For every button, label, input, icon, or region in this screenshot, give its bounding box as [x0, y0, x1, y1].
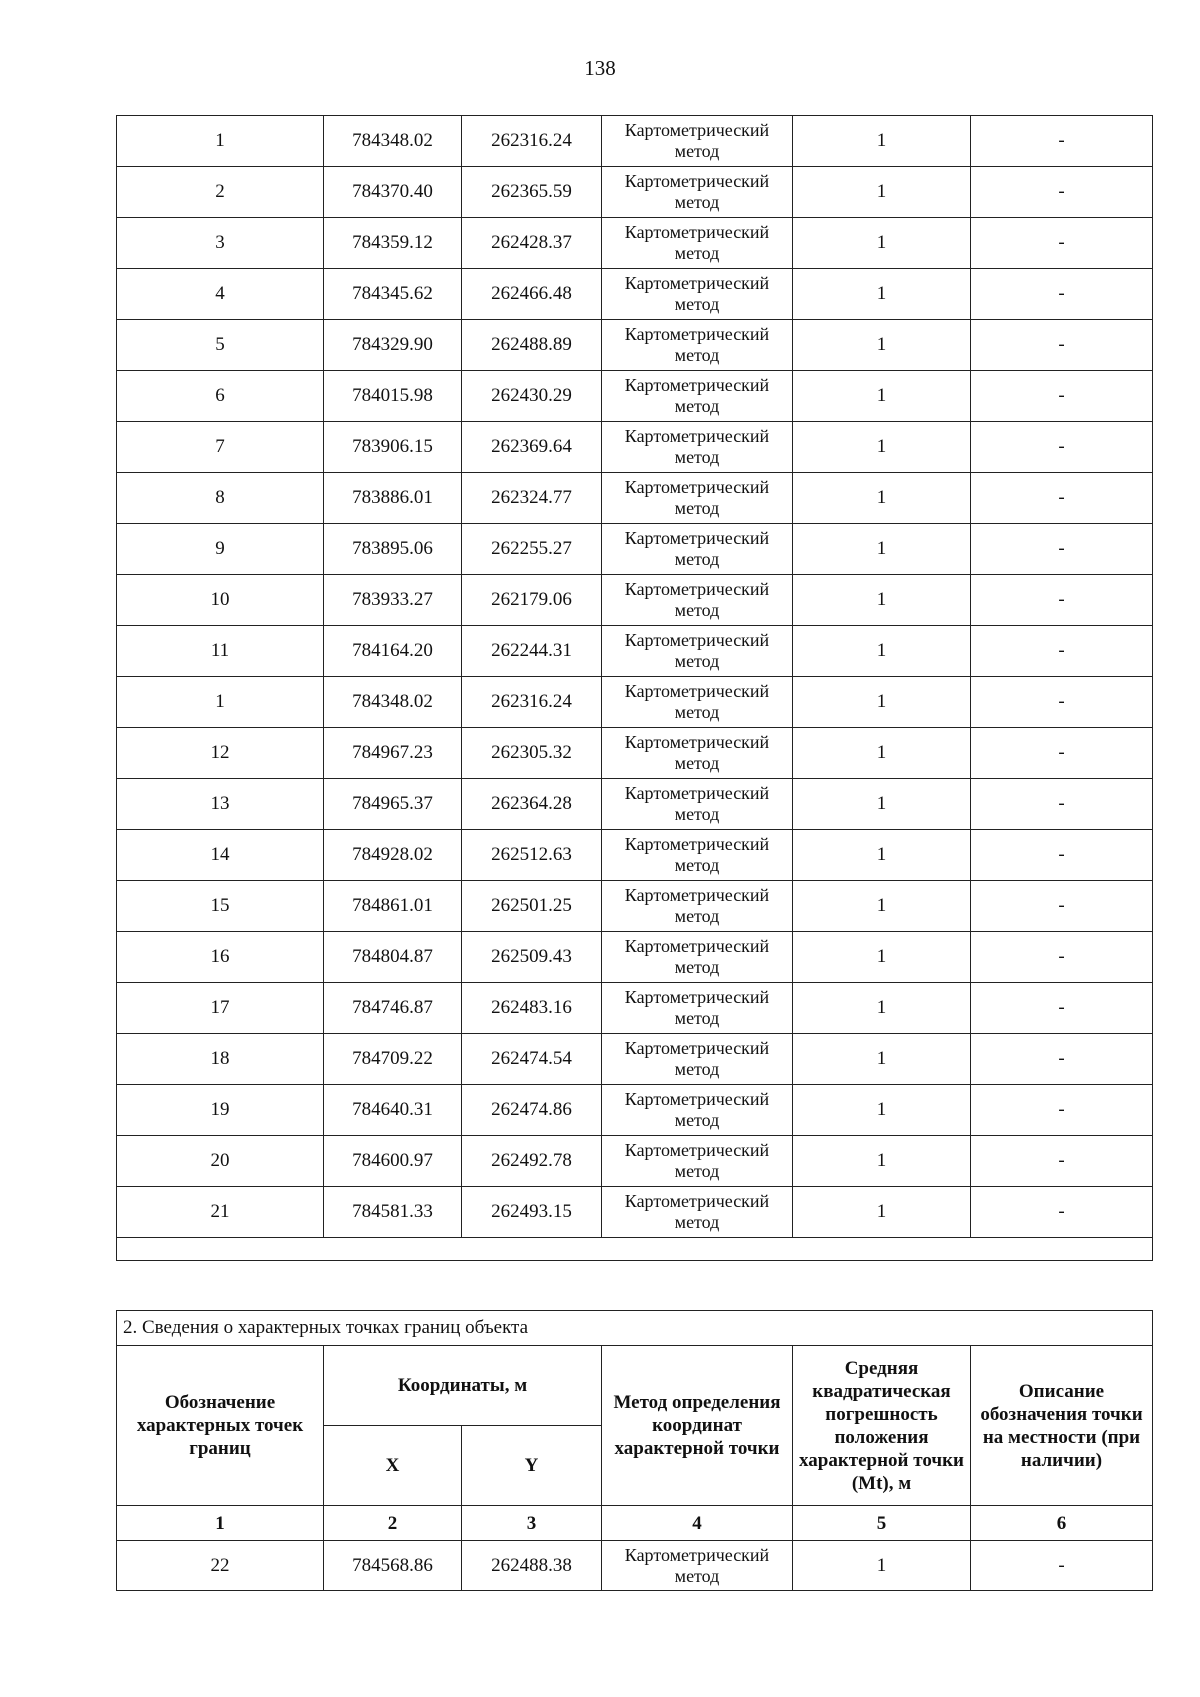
- error-cell: 1: [793, 218, 971, 269]
- y-coordinate-cell: 262316.24: [462, 116, 602, 167]
- table-row: [117, 473, 1153, 524]
- y-coordinate-cell: 262493.15: [462, 1187, 602, 1238]
- y-coordinate-cell: 262369.64: [462, 422, 602, 473]
- method-cell: Картометрический метод: [602, 677, 793, 728]
- table-row: [117, 830, 1153, 881]
- description-cell: -: [971, 932, 1153, 983]
- x-coordinate-cell: 784928.02: [324, 830, 462, 881]
- x-coordinate-cell: 784329.90: [324, 320, 462, 371]
- point-number-cell: 16: [117, 932, 324, 983]
- table-row: [117, 167, 1153, 218]
- y-coordinate-cell: 262492.78: [462, 1136, 602, 1187]
- point-number-cell: 17: [117, 983, 324, 1034]
- description-cell: -: [971, 371, 1153, 422]
- x-coordinate-cell: 784804.87: [324, 932, 462, 983]
- x-coordinate-cell: 784370.40: [324, 167, 462, 218]
- header-description: Описание обозначения точки на местности (при наличии): [971, 1346, 1153, 1506]
- method-cell: Картометрический метод: [602, 167, 793, 218]
- y-coordinate-cell: 262316.24: [462, 677, 602, 728]
- table-row: [117, 728, 1153, 779]
- y-coordinate-cell: 262488.89: [462, 320, 602, 371]
- description-cell: -: [971, 167, 1153, 218]
- x-coordinate-cell: 784345.62: [324, 269, 462, 320]
- column-number: 4: [602, 1506, 793, 1541]
- point-number-cell: 21: [117, 1187, 324, 1238]
- header-designation: Обозначение характерных точек границ: [117, 1346, 324, 1506]
- error-cell: 1: [793, 728, 971, 779]
- y-coordinate-cell: 262509.43: [462, 932, 602, 983]
- header-coordinates: Координаты, м: [324, 1346, 602, 1426]
- y-coordinate-cell: 262501.25: [462, 881, 602, 932]
- method-cell: Картометрический метод: [602, 983, 793, 1034]
- column-number: 6: [971, 1506, 1153, 1541]
- description-cell: -: [971, 320, 1153, 371]
- description-cell: -: [971, 983, 1153, 1034]
- x-coordinate-cell: 784965.37: [324, 779, 462, 830]
- method-cell: Картометрический метод: [602, 371, 793, 422]
- table-row: [117, 1136, 1153, 1187]
- error-cell: 1: [793, 575, 971, 626]
- table1-body: [117, 116, 1153, 1261]
- description-cell: -: [971, 422, 1153, 473]
- x-coordinate-cell: 784348.02: [324, 116, 462, 167]
- x-coordinate-cell: 784861.01: [324, 881, 462, 932]
- error-cell: 1: [793, 626, 971, 677]
- table-row: [117, 422, 1153, 473]
- header-error: Средняя квадратическая погрешность положения характерной точки (Mt), м: [793, 1346, 971, 1506]
- point-number-cell: 8: [117, 473, 324, 524]
- table-row: [117, 218, 1153, 269]
- method-cell: Картометрический метод: [602, 881, 793, 932]
- point-number-cell: 9: [117, 524, 324, 575]
- error-cell: 1: [793, 371, 971, 422]
- error-cell: 1: [793, 1136, 971, 1187]
- y-coordinate-cell: 262483.16: [462, 983, 602, 1034]
- y-coordinate-cell: 262474.54: [462, 1034, 602, 1085]
- error-cell: 1: [793, 524, 971, 575]
- column-number: 5: [793, 1506, 971, 1541]
- point-number-cell: 14: [117, 830, 324, 881]
- method-cell: Картометрический метод: [602, 269, 793, 320]
- point-number-cell: 10: [117, 575, 324, 626]
- table-row: [117, 881, 1153, 932]
- table-row: [117, 269, 1153, 320]
- point-number-cell: 4: [117, 269, 324, 320]
- table-row: [117, 1034, 1153, 1085]
- method-cell: Картометрический метод: [602, 422, 793, 473]
- x-coordinate-cell: 784348.02: [324, 677, 462, 728]
- x-coordinate-cell: 783933.27: [324, 575, 462, 626]
- point-number-cell: 5: [117, 320, 324, 371]
- empty-row: [117, 1238, 1153, 1261]
- error-cell: 1: [793, 830, 971, 881]
- method-cell: Картометрический метод: [602, 116, 793, 167]
- method-cell: Картометрический метод: [602, 932, 793, 983]
- point-number-cell: 20: [117, 1136, 324, 1187]
- y-coordinate-cell: 262428.37: [462, 218, 602, 269]
- y-coordinate-cell: 262255.27: [462, 524, 602, 575]
- boundary-points-table-continued: [116, 115, 1153, 1261]
- description-cell: -: [971, 1541, 1153, 1591]
- page-number: 138: [584, 56, 616, 80]
- y-coordinate-cell: 262244.31: [462, 626, 602, 677]
- description-cell: -: [971, 269, 1153, 320]
- point-number-cell: 13: [117, 779, 324, 830]
- point-number-cell: 6: [117, 371, 324, 422]
- error-cell: 1: [793, 677, 971, 728]
- table-row: [117, 932, 1153, 983]
- error-cell: 1: [793, 1187, 971, 1238]
- method-cell: Картометрический метод: [602, 1136, 793, 1187]
- table-row: [117, 1187, 1153, 1238]
- error-cell: 1: [793, 320, 971, 371]
- table-row: [117, 779, 1153, 830]
- description-cell: -: [971, 524, 1153, 575]
- table-row: [117, 371, 1153, 422]
- point-number-cell: 19: [117, 1085, 324, 1136]
- method-cell: Картометрический метод: [602, 320, 793, 371]
- method-cell: Картометрический метод: [602, 524, 793, 575]
- point-number-cell: 3: [117, 218, 324, 269]
- method-cell: Картометрический метод: [602, 626, 793, 677]
- point-number-cell: 2: [117, 167, 324, 218]
- column-number: 3: [462, 1506, 602, 1541]
- table-row: [117, 626, 1153, 677]
- y-coordinate-cell: 262512.63: [462, 830, 602, 881]
- y-coordinate-cell: 262430.29: [462, 371, 602, 422]
- header-row: [117, 1346, 1153, 1426]
- table-row: [117, 983, 1153, 1034]
- description-cell: -: [971, 1085, 1153, 1136]
- description-cell: -: [971, 1034, 1153, 1085]
- table-row: [117, 116, 1153, 167]
- error-cell: 1: [793, 1541, 971, 1591]
- description-cell: -: [971, 830, 1153, 881]
- column-number: 1: [117, 1506, 324, 1541]
- method-cell: Картометрический метод: [602, 728, 793, 779]
- table-caption-row: [117, 1311, 1153, 1346]
- table-caption: 2. Сведения о характерных точках границ объекта: [117, 1311, 1153, 1346]
- table-row: [117, 1085, 1153, 1136]
- description-cell: -: [971, 1136, 1153, 1187]
- point-number-cell: 1: [117, 116, 324, 167]
- x-coordinate-cell: 784600.97: [324, 1136, 462, 1187]
- y-coordinate-cell: 262324.77: [462, 473, 602, 524]
- point-number-cell: 1: [117, 677, 324, 728]
- x-coordinate-cell: 783906.15: [324, 422, 462, 473]
- empty-cell: [117, 1238, 1153, 1261]
- description-cell: -: [971, 626, 1153, 677]
- y-coordinate-cell: 262364.28: [462, 779, 602, 830]
- header-y: Y: [462, 1426, 602, 1506]
- point-number-cell: 22: [117, 1541, 324, 1591]
- error-cell: 1: [793, 983, 971, 1034]
- table-row: [117, 677, 1153, 728]
- table2-body: [117, 1541, 1153, 1591]
- method-cell: Картометрический метод: [602, 1034, 793, 1085]
- description-cell: -: [971, 677, 1153, 728]
- y-coordinate-cell: 262466.48: [462, 269, 602, 320]
- table-row: [117, 524, 1153, 575]
- x-coordinate-cell: 784164.20: [324, 626, 462, 677]
- method-cell: Картометрический метод: [602, 779, 793, 830]
- x-coordinate-cell: 784581.33: [324, 1187, 462, 1238]
- x-coordinate-cell: 784967.23: [324, 728, 462, 779]
- error-cell: 1: [793, 116, 971, 167]
- point-number-cell: 11: [117, 626, 324, 677]
- error-cell: 1: [793, 167, 971, 218]
- method-cell: Картометрический метод: [602, 575, 793, 626]
- description-cell: -: [971, 218, 1153, 269]
- description-cell: -: [971, 728, 1153, 779]
- error-cell: 1: [793, 932, 971, 983]
- point-number-cell: 18: [117, 1034, 324, 1085]
- table-row: [117, 320, 1153, 371]
- error-cell: 1: [793, 1085, 971, 1136]
- x-coordinate-cell: 784640.31: [324, 1085, 462, 1136]
- method-cell: Картометрический метод: [602, 1541, 793, 1591]
- description-cell: -: [971, 116, 1153, 167]
- description-cell: -: [971, 473, 1153, 524]
- x-coordinate-cell: 784568.86: [324, 1541, 462, 1591]
- boundary-points-table: [116, 1310, 1153, 1591]
- point-number-cell: 7: [117, 422, 324, 473]
- y-coordinate-cell: 262365.59: [462, 167, 602, 218]
- column-number: 2: [324, 1506, 462, 1541]
- y-coordinate-cell: 262488.38: [462, 1541, 602, 1591]
- description-cell: -: [971, 1187, 1153, 1238]
- error-cell: 1: [793, 881, 971, 932]
- error-cell: 1: [793, 1034, 971, 1085]
- header-method: Метод определения координат характерной точки: [602, 1346, 793, 1506]
- method-cell: Картометрический метод: [602, 218, 793, 269]
- method-cell: Картометрический метод: [602, 830, 793, 881]
- column-numbers-row: [117, 1506, 1153, 1541]
- error-cell: 1: [793, 779, 971, 830]
- y-coordinate-cell: 262305.32: [462, 728, 602, 779]
- x-coordinate-cell: 783895.06: [324, 524, 462, 575]
- y-coordinate-cell: 262179.06: [462, 575, 602, 626]
- description-cell: -: [971, 575, 1153, 626]
- point-number-cell: 12: [117, 728, 324, 779]
- method-cell: Картометрический метод: [602, 473, 793, 524]
- y-coordinate-cell: 262474.86: [462, 1085, 602, 1136]
- method-cell: Картометрический метод: [602, 1085, 793, 1136]
- description-cell: -: [971, 881, 1153, 932]
- table-row: [117, 1541, 1153, 1591]
- method-cell: Картометрический метод: [602, 1187, 793, 1238]
- x-coordinate-cell: 784359.12: [324, 218, 462, 269]
- header-x: X: [324, 1426, 462, 1506]
- table-row: [117, 575, 1153, 626]
- x-coordinate-cell: 784709.22: [324, 1034, 462, 1085]
- x-coordinate-cell: 784746.87: [324, 983, 462, 1034]
- x-coordinate-cell: 784015.98: [324, 371, 462, 422]
- error-cell: 1: [793, 269, 971, 320]
- description-cell: -: [971, 779, 1153, 830]
- point-number-cell: 15: [117, 881, 324, 932]
- x-coordinate-cell: 783886.01: [324, 473, 462, 524]
- error-cell: 1: [793, 422, 971, 473]
- error-cell: 1: [793, 473, 971, 524]
